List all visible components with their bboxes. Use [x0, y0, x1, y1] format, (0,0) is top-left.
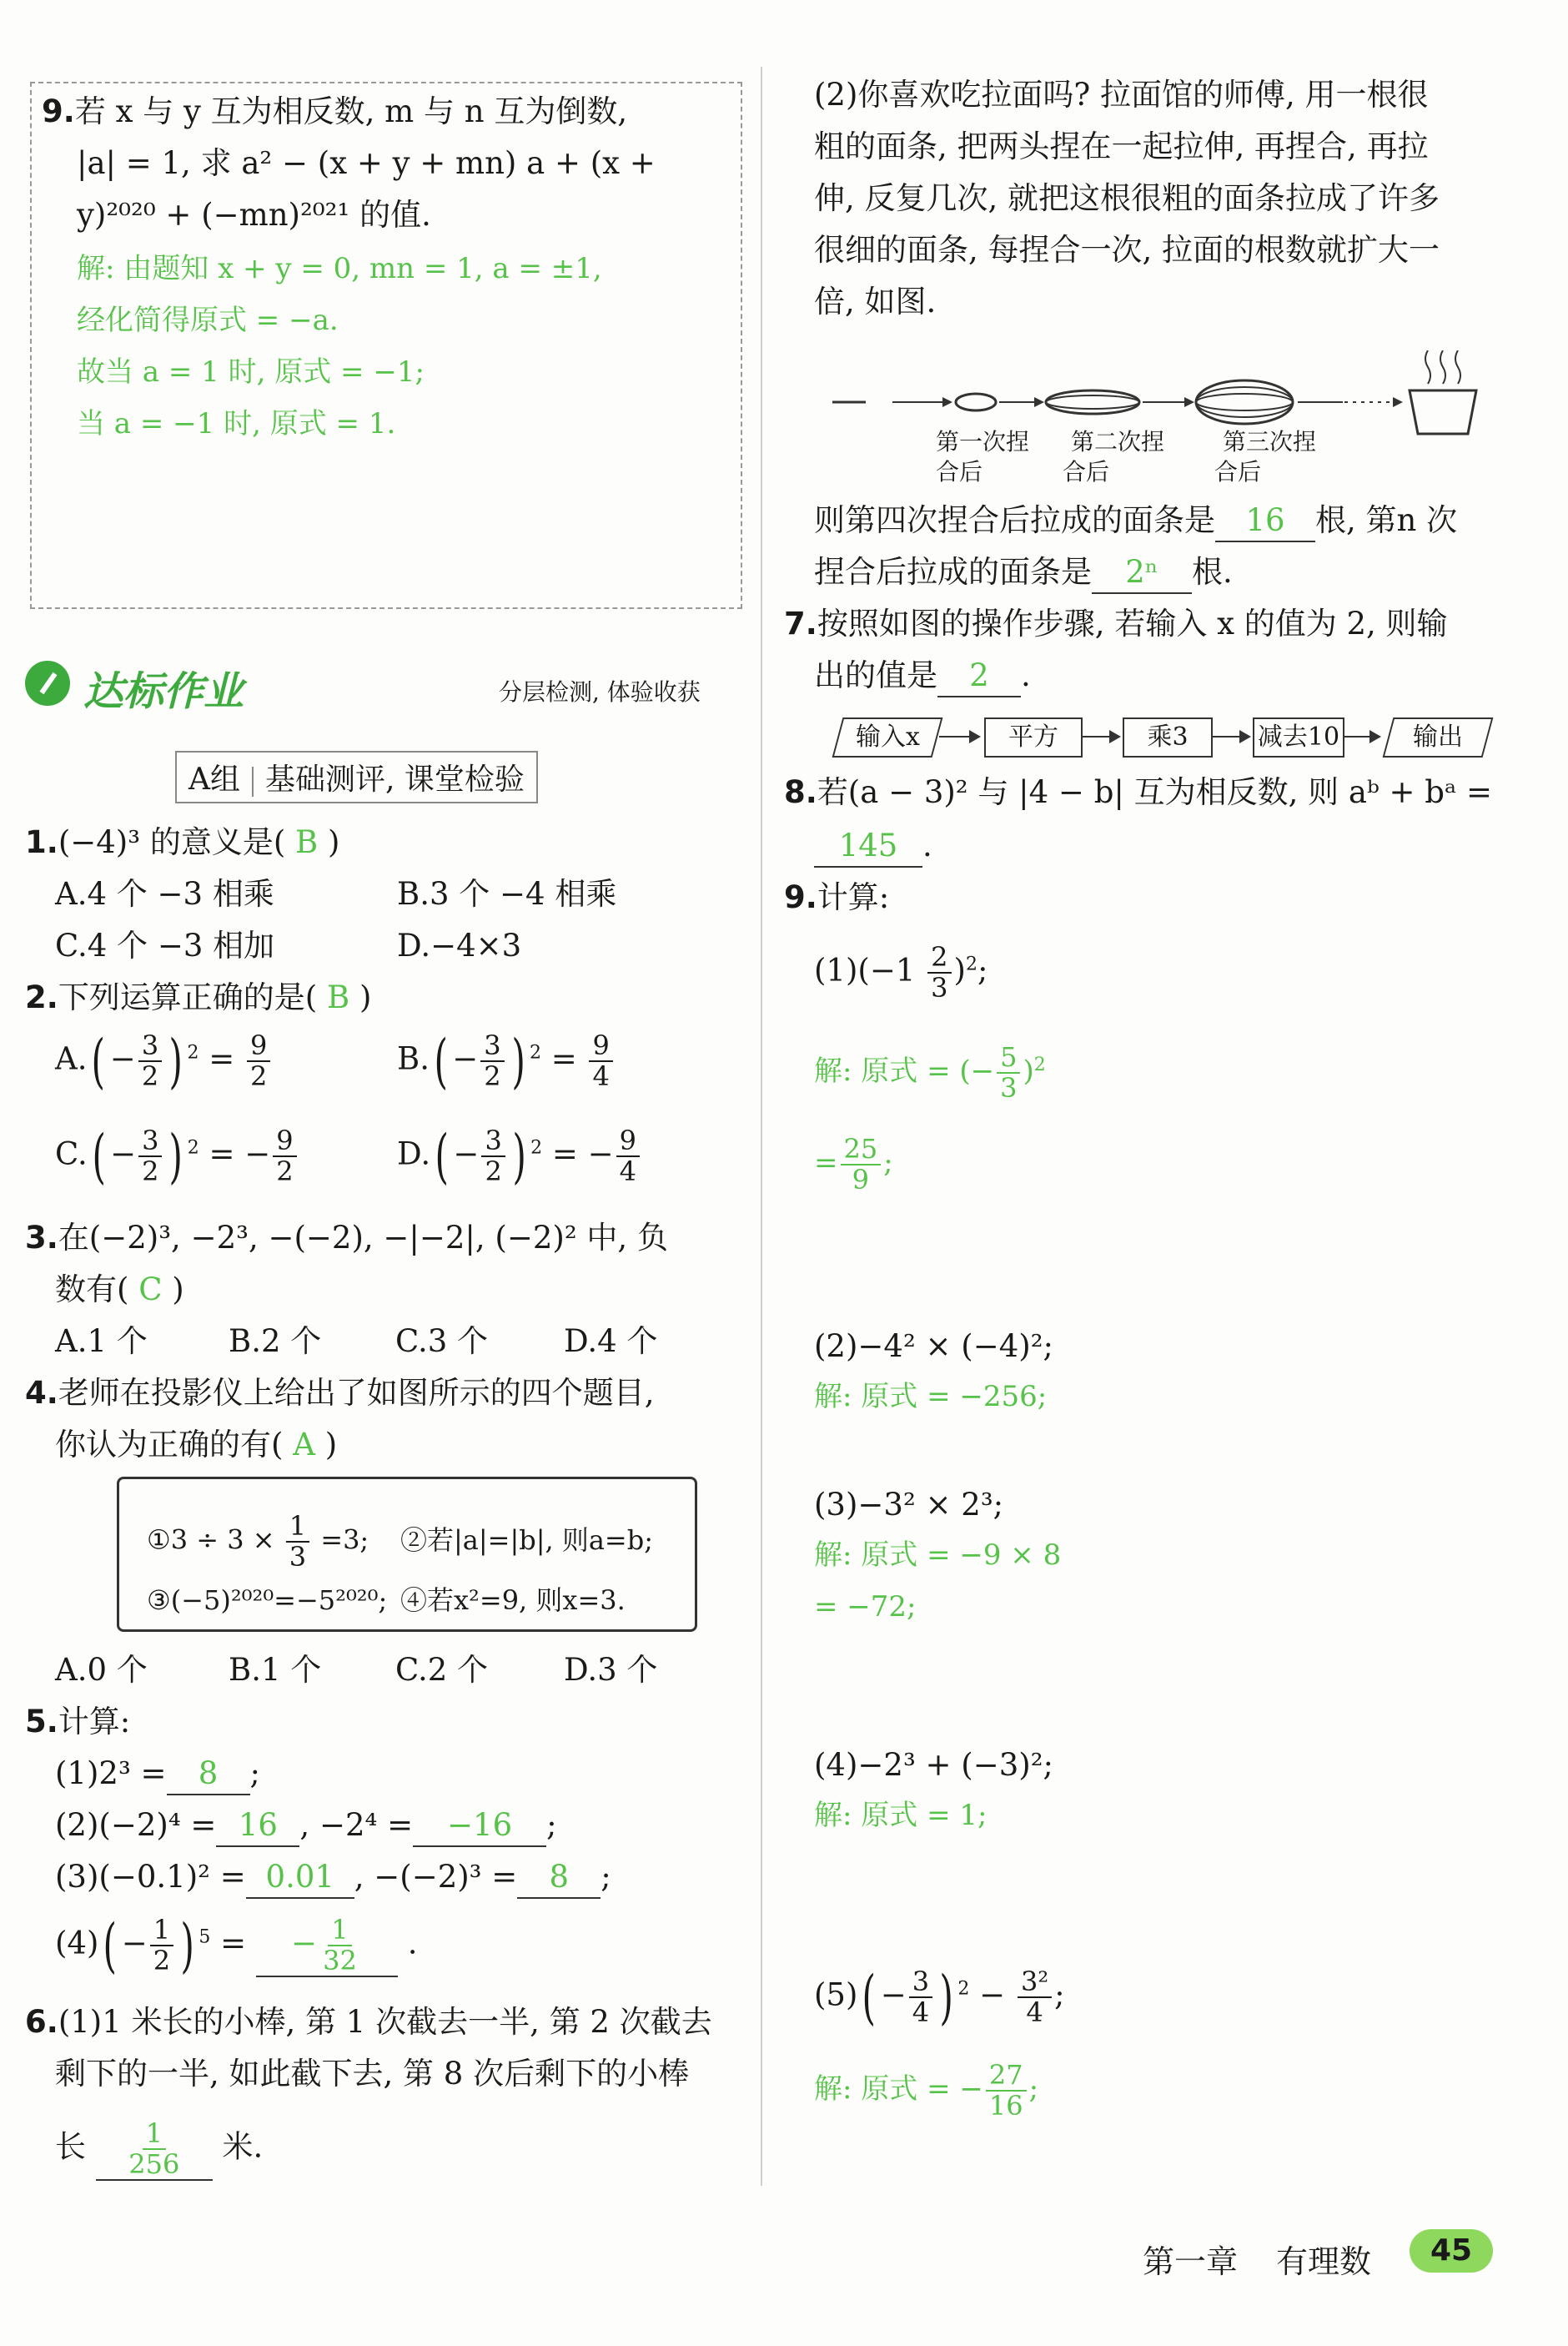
q9-top-line3: y)²⁰²⁰ + (−mn)²⁰²¹ 的值. — [77, 197, 431, 233]
q4-item-1: ①3 ÷ 3 × $\frac{1}{3}$ =3; — [147, 1510, 369, 1573]
q6-part2-line5: 倍, 如图. — [814, 284, 937, 320]
q9-top-solution-1: 解: 由题知 x + y = 0, mn = 1, a = ±1, — [77, 252, 602, 285]
footer-chapter: 第一章 — [1143, 2243, 1239, 2280]
q5-part-3: (3)(−0.1)² = 0.01 , −(−2)³ = 8 ; — [55, 1857, 611, 1899]
flow-arrow-2 — [1081, 736, 1119, 738]
q6-part2-line4: 很细的面条, 每捏合一次, 拉面的根数就扩大一 — [814, 232, 1440, 268]
flow-square: 平方 — [984, 717, 1083, 758]
q5-stem: 5.计算: — [25, 1704, 131, 1739]
q1-option-a: A.4 个 −3 相乘 — [55, 876, 274, 912]
q9-top-line2: |a| = 1, 求 a² − (x + y + mn) a + (x + — [77, 145, 656, 181]
section-subtitle: 分层检测, 体验收获 — [499, 678, 701, 706]
q4-option-b: B.1 个 — [229, 1652, 322, 1688]
q4-stem: 4.老师在投影仪上给出了如图所示的四个题目, — [25, 1375, 655, 1411]
flow-arrow-1 — [939, 736, 979, 738]
q3-option-c: C.3 个 — [395, 1323, 489, 1359]
q8-stem: 8.若(a − 3)² 与 |4 − b| 互为相反数, 则 aᵇ + bᵃ = — [784, 774, 1492, 810]
q1-option-c: C.4 个 −3 相加 — [55, 928, 275, 964]
q2-option-a: A.( − $\frac{3}{2}$ ) $^2$ = $\frac{9}{2}$ — [55, 1031, 273, 1091]
section-title: 达标作业 — [83, 668, 244, 715]
column-divider — [761, 67, 762, 2186]
q5-part-2: (2)(−2)⁴ = 16 , −2⁴ = −16 ; — [55, 1805, 557, 1847]
footer-title: 有理数 — [1276, 2243, 1372, 2280]
flow-subtract: 减去10 — [1253, 717, 1344, 758]
caption-2b: 合后 — [1063, 458, 1110, 486]
q4-item-4: ④若x²=9, 则x=3. — [400, 1584, 626, 1616]
q9-stem: 9.计算: — [784, 879, 890, 915]
q6-part1-line3: 长 $\frac{1}{256}$ 米. — [55, 2117, 264, 2181]
q3-stem-2: 数有( C ) — [55, 1271, 184, 1307]
caption-1b: 合后 — [936, 458, 983, 486]
q9-solution-5: 解: 原式 = − $\frac{27}{16}$ ; — [814, 2059, 1039, 2122]
q3-option-d: D.4 个 — [564, 1323, 658, 1359]
q9-top-solution-2: 经化简得原式 = −a. — [77, 304, 339, 337]
q3-option-b: B.2 个 — [229, 1323, 322, 1359]
q9-solution-1a: 解: 原式 = (− $\frac{5}{3}$ )$^2$ — [814, 1041, 1046, 1105]
q3-stem: 3.在(−2)³, −2³, −(−2), −|−2|, (−2)² 中, 负 — [25, 1220, 668, 1256]
q1-stem: 1.(−4)³ 的意义是( B ) — [25, 824, 340, 860]
group-badge: A组 基础测评, 课堂检验 — [175, 751, 538, 803]
caption-1: 第一次捏 — [936, 428, 1030, 456]
flow-arrow-3 — [1211, 736, 1249, 738]
q6-part2-line2: 粗的面条, 把两头捏在一起拉伸, 再捏合, 再拉 — [814, 128, 1429, 164]
q1-option-d: D.−4×3 — [397, 928, 522, 964]
q6-part1-line1: 6.(1)1 米长的小棒, 第 1 次截去一半, 第 2 次截去 — [25, 2004, 712, 2040]
q7-stem: 7.按照如图的操作步骤, 若输入 x 的值为 2, 则输 — [784, 606, 1448, 642]
q9-solution-1b: = $\frac{25}{9}$ ; — [814, 1133, 893, 1196]
q6-part2-line3: 伸, 反复几次, 就把这根很粗的面条拉成了许多 — [814, 180, 1440, 216]
q2-option-b: B.( − $\frac{3}{2}$ ) $^2$ = $\frac{9}{4}$ — [397, 1031, 616, 1091]
q4-option-c: C.2 个 — [395, 1652, 489, 1688]
caption-3b: 合后 — [1214, 458, 1262, 486]
page-number: 45 — [1410, 2229, 1493, 2273]
q4-item-3: ③(−5)²⁰²⁰=−5²⁰²⁰; — [147, 1584, 388, 1616]
q6-part1-line2: 剩下的一半, 如此截下去, 第 8 次后剩下的小棒 — [55, 2056, 690, 2092]
q6-part2-line1: (2)你喜欢吃拉面吗? 拉面馆的师傅, 用一根很 — [814, 77, 1429, 113]
q9-part-1: (1)(−1 $\frac{2}{3}$ )$^2$; — [814, 941, 988, 1004]
q8-answer: 145 . — [814, 826, 932, 868]
q9-part-3: (3)−3² × 2³; — [814, 1487, 1004, 1523]
q9-solution-3b: = −72; — [814, 1590, 917, 1624]
q4-item-2: ②若|a|=|b|, 则a=b; — [400, 1524, 654, 1556]
q9-top-solution-3: 故当 a = 1 时, 原式 = −1; — [77, 355, 425, 389]
q3-option-a: A.1 个 — [55, 1323, 148, 1359]
q4-option-d: D.3 个 — [564, 1652, 658, 1688]
q5-part-1: (1)2³ = 8 ; — [55, 1754, 260, 1795]
q9-top-solution-4: 当 a = −1 时, 原式 = 1. — [77, 407, 396, 441]
q9-top-line1: 9.若 x 与 y 互为相反数, m 与 n 互为倒数, — [42, 93, 628, 129]
q2-option-d: D.( − $\frac{3}{2}$ ) $^2$ = − $\frac{9}{4}$ — [397, 1126, 642, 1186]
flow-output: 输出 — [1383, 717, 1494, 758]
q9-solution-4: 解: 原式 = 1; — [814, 1799, 988, 1832]
q6-part2-question-1: 则第四次捏合后拉成的面条是 16 根, 第n 次 — [814, 501, 1457, 542]
q5-part-4: (4)( − $\frac{1}{2}$ ) $^5$ = − $\frac{1}{32}$ . — [55, 1911, 418, 1981]
q9-solution-2: 解: 原式 = −256; — [814, 1380, 1048, 1413]
caption-2: 第二次捏 — [1071, 428, 1165, 456]
flow-arrow-4 — [1343, 736, 1380, 738]
pencil-icon — [25, 661, 70, 706]
q1-option-b: B.3 个 −4 相乘 — [397, 876, 617, 912]
q9-part-5: (5)( − $\frac{3}{4}$ ) $^2$ − $\frac{\text{3²}}{4}$ ; — [814, 1963, 1065, 2032]
q7-stem-2: 出的值是 2 . — [814, 656, 1031, 697]
q9-solution-3a: 解: 原式 = −9 × 8 — [814, 1538, 1062, 1572]
flow-multiply: 乘3 — [1123, 717, 1213, 758]
q9-part-2: (2)−4² × (−4)²; — [814, 1328, 1054, 1364]
q6-part2-question-2: 捏合后拉成的面条是 2ⁿ 根. — [814, 552, 1233, 594]
q2-option-c: C.( − $\frac{3}{2}$ ) $^2$ = − $\frac{9}{2}$ — [55, 1126, 299, 1186]
q4-option-a: A.0 个 — [55, 1652, 148, 1688]
q2-stem: 2.下列运算正确的是( B ) — [25, 979, 372, 1015]
caption-3: 第三次捏 — [1223, 428, 1317, 456]
q9-part-4: (4)−2³ + (−3)²; — [814, 1747, 1054, 1783]
q4-stem-2: 你认为正确的有( A ) — [55, 1427, 338, 1462]
flow-input: 输入x — [832, 717, 943, 758]
